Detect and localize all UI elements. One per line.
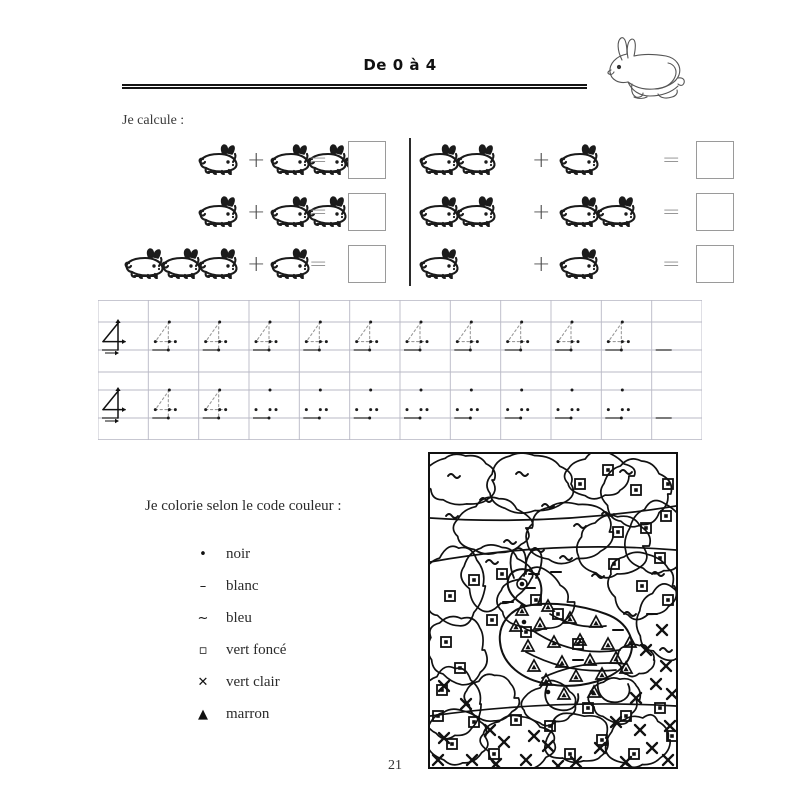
- page-title: De 0 à 4: [363, 56, 437, 74]
- title-double-rule: [122, 84, 587, 89]
- bunny-icon: [197, 143, 243, 182]
- bunny-icon: [197, 247, 243, 286]
- plus-sign: +: [532, 252, 551, 277]
- bunny-count-group: [418, 145, 501, 179]
- legend-item: [180, 538, 390, 570]
- dot-symbol-icon: •: [199, 546, 207, 562]
- legend-item: [180, 666, 390, 698]
- color-code-legend: [180, 538, 390, 730]
- equals-sign: =: [662, 148, 681, 173]
- addend-group-b: [558, 142, 666, 182]
- legend-color-name: vert foncé: [226, 641, 287, 658]
- legend-color-name: bleu: [226, 609, 252, 626]
- color-by-symbol-rabbit-picture[interactable]: [428, 452, 678, 769]
- addend-group-a: [418, 246, 526, 286]
- exercise-row: [418, 138, 718, 185]
- plus-sign: +: [532, 200, 551, 225]
- addend-group-a: [113, 142, 243, 182]
- bunny-count-group: [123, 249, 243, 283]
- exercise-row: [103, 138, 403, 185]
- legend-color-name: noir: [226, 545, 251, 562]
- addend-group-a: [113, 194, 243, 234]
- legend-color-name: marron: [226, 705, 270, 722]
- exercise-column-right: [418, 136, 718, 288]
- legend-item: [180, 698, 390, 730]
- calc-instruction-label: Je calcule :: [122, 113, 185, 128]
- tilde-symbol-icon: ~: [197, 610, 209, 626]
- bunny-icon: [558, 247, 604, 286]
- exercise-row: [103, 190, 403, 237]
- equals-sign: =: [662, 252, 681, 277]
- bunny-icon: [418, 247, 464, 286]
- coloring-instruction-label: Je colorie selon le code couleur :: [145, 498, 342, 514]
- rabbit-outline-icon: [592, 34, 688, 108]
- square-symbol-icon: ▫: [198, 642, 208, 658]
- equals-sign: =: [662, 200, 681, 225]
- bunny-count-group: [418, 249, 464, 283]
- answer-box[interactable]: [696, 141, 734, 179]
- answer-box[interactable]: [348, 141, 386, 179]
- bunny-icon: [595, 195, 641, 234]
- equals-sign: =: [309, 252, 328, 277]
- cross-symbol-icon: ✕: [197, 674, 209, 690]
- equals-sign: =: [309, 148, 328, 173]
- addend-group-b: [558, 246, 666, 286]
- page-number: 21: [388, 758, 402, 773]
- answer-box[interactable]: [696, 193, 734, 231]
- bunny-count-group: [197, 145, 243, 179]
- bunny-count-group: [418, 197, 501, 231]
- addend-group-b: [558, 194, 666, 234]
- exercise-row: [103, 242, 403, 289]
- equals-sign: =: [309, 200, 328, 225]
- bunny-count-group: [197, 197, 243, 231]
- bunny-icon: [197, 195, 243, 234]
- plus-sign: +: [532, 148, 551, 173]
- answer-box[interactable]: [696, 245, 734, 283]
- addend-group-a: [418, 142, 526, 182]
- bunny-count-group: [558, 249, 604, 283]
- exercise-row: [418, 190, 718, 237]
- legend-item: [180, 570, 390, 602]
- addend-group-a: [113, 246, 243, 286]
- legend-color-name: blanc: [226, 577, 259, 594]
- bunny-count-group: [558, 197, 641, 231]
- legend-color-name: vert clair: [226, 673, 280, 690]
- dash-symbol-icon: –: [199, 578, 207, 594]
- answer-box[interactable]: [348, 245, 386, 283]
- handwriting-practice-grid: [98, 300, 702, 440]
- column-divider: [409, 138, 411, 286]
- bunny-count-group: [558, 145, 604, 179]
- bunny-icon: [455, 195, 501, 234]
- bunny-icon: [455, 143, 501, 182]
- answer-box[interactable]: [348, 193, 386, 231]
- addition-exercises: [98, 136, 702, 288]
- plus-sign: +: [247, 252, 266, 277]
- addend-group-a: [418, 194, 526, 234]
- legend-item: [180, 634, 390, 666]
- triangle-symbol-icon: ▲: [198, 706, 208, 722]
- exercise-row: [418, 242, 718, 289]
- exercise-column-left: [103, 136, 403, 288]
- legend-item: [180, 602, 390, 634]
- bunny-icon: [558, 143, 604, 182]
- plus-sign: +: [247, 200, 266, 225]
- plus-sign: +: [247, 148, 266, 173]
